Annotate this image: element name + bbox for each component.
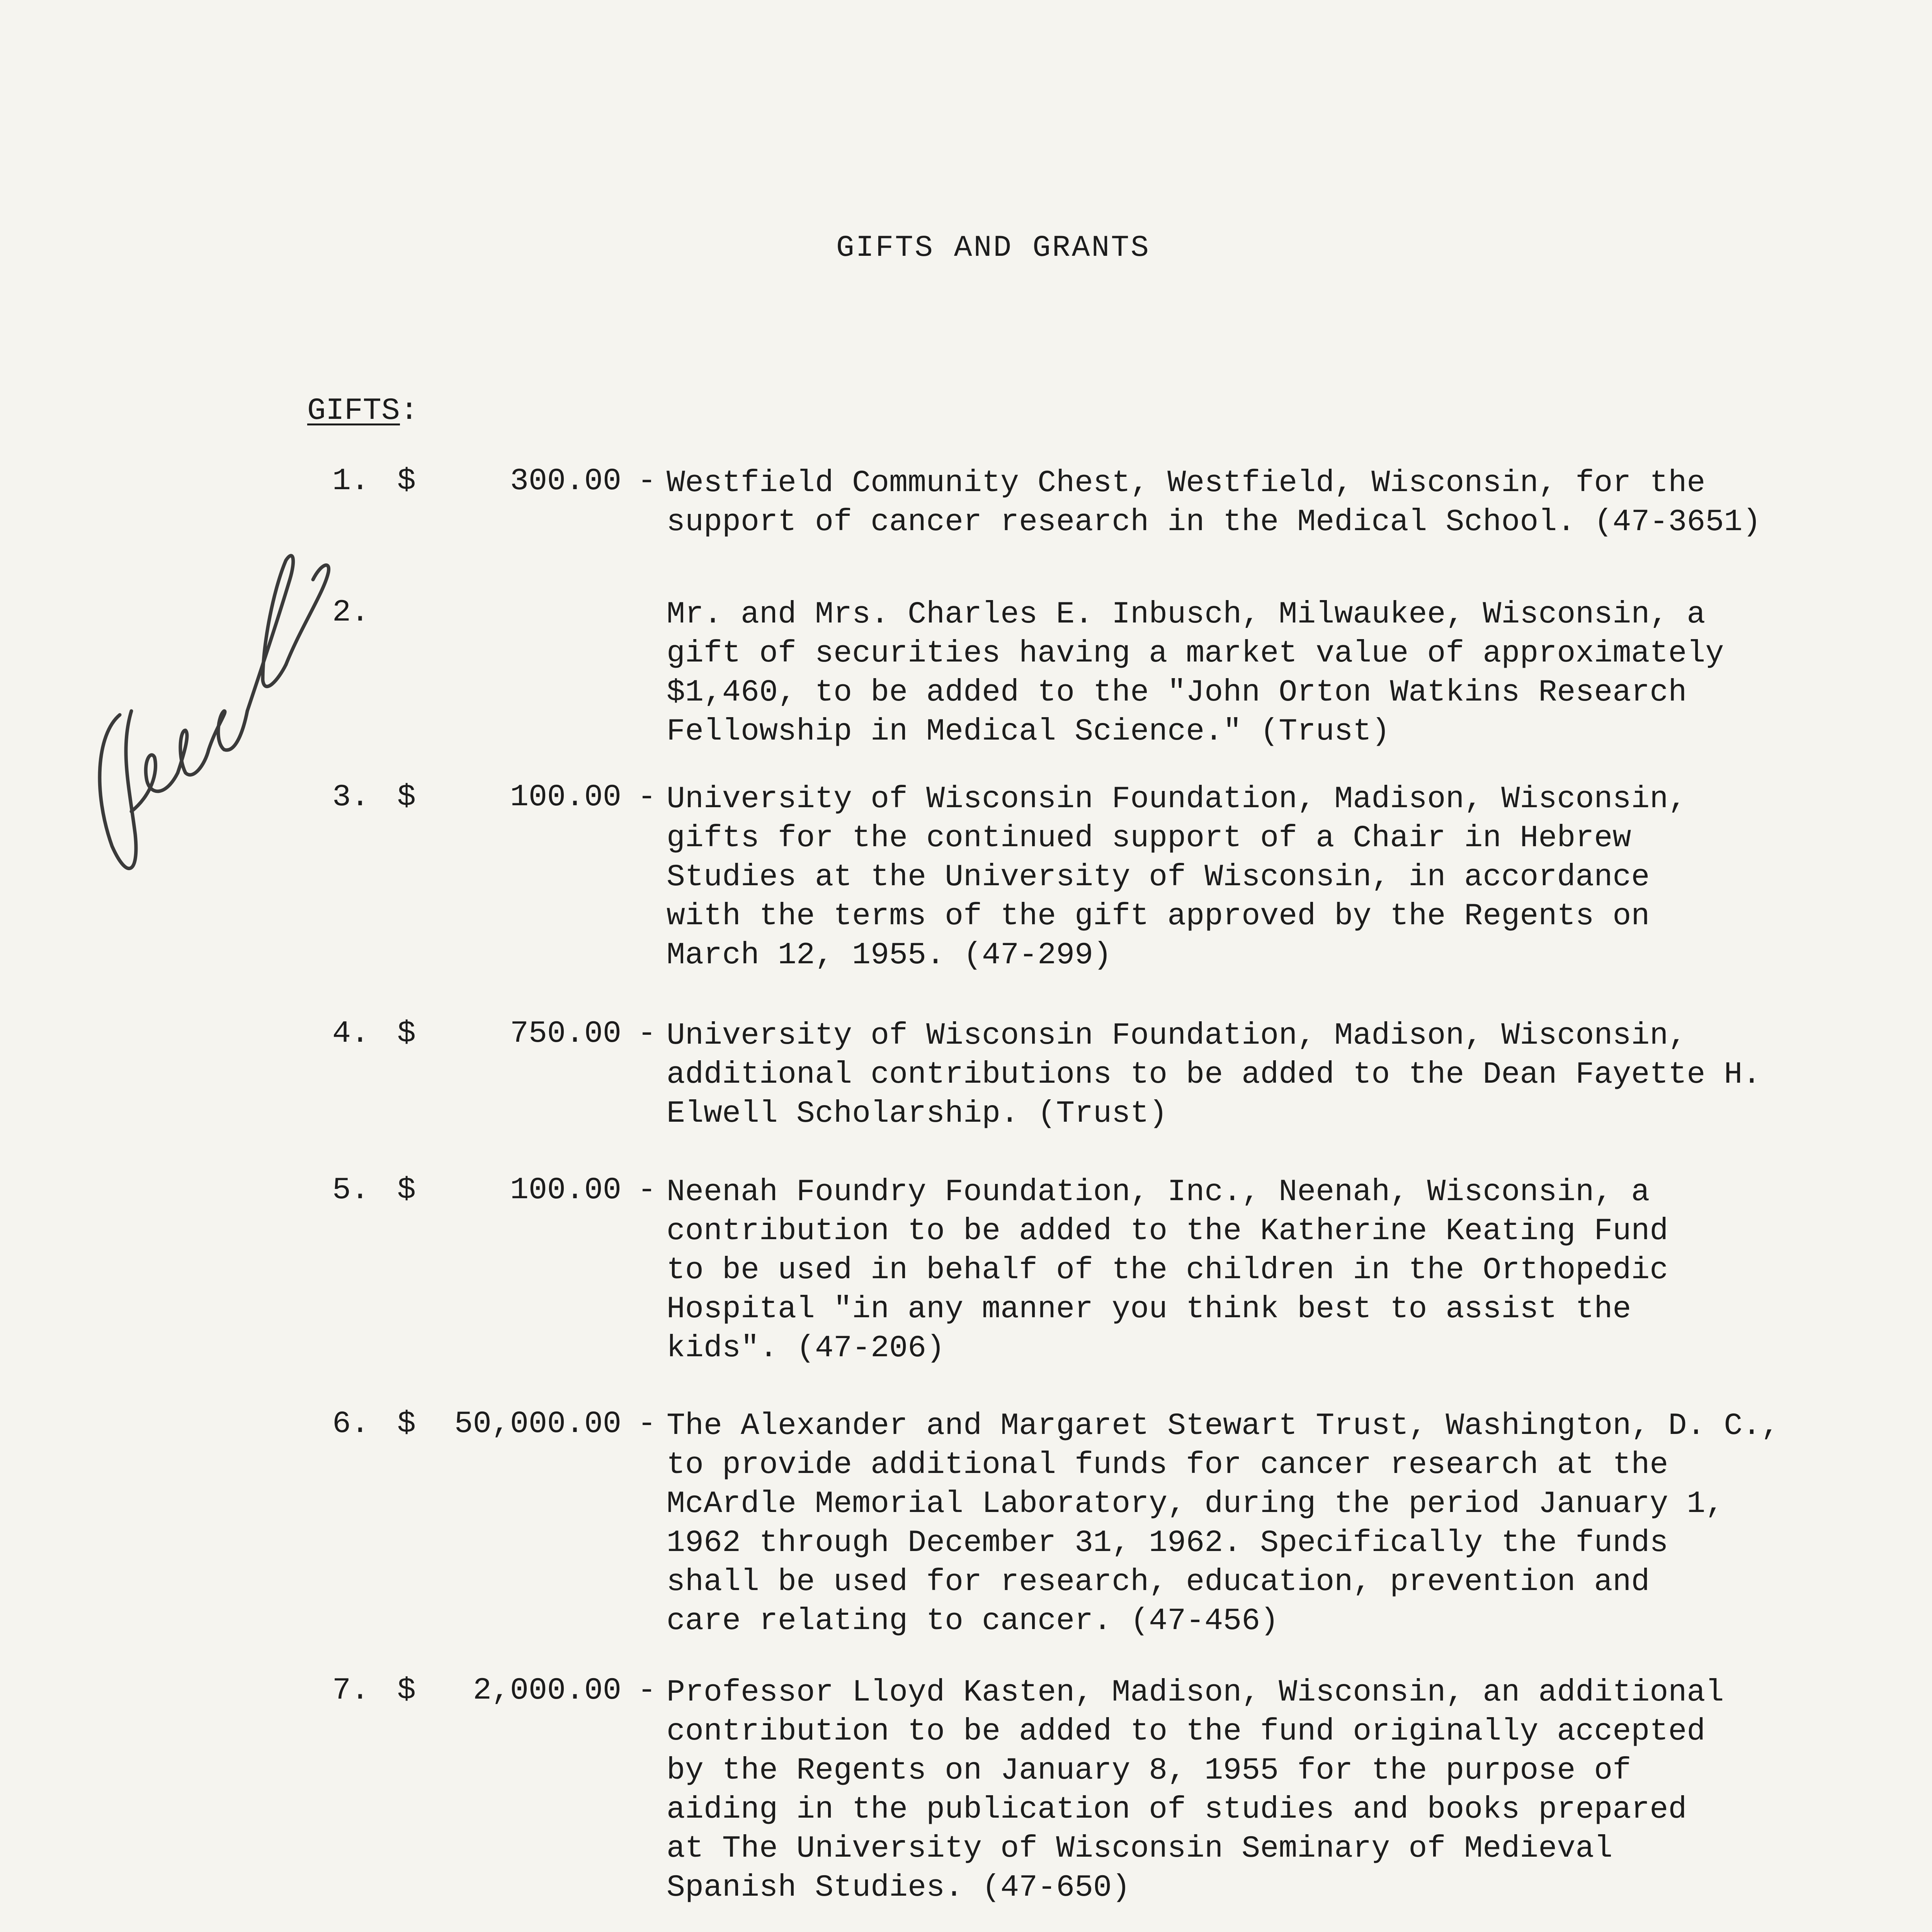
entry-dash: - [638,1406,656,1442]
dollar-sign: $ [397,1173,416,1208]
description-line: aiding in the publication of studies and books prepared [667,1792,1687,1827]
description-line: contribution to be added to the fund originally accepted [667,1714,1706,1749]
dollar-sign: $ [397,1673,416,1708]
entry-amount: 300.00 [510,464,621,499]
description-line: Elwell Scholarship. (Trust) [667,1096,1168,1131]
description-line: gifts for the continued support of a Chair in Hebrew [667,821,1631,856]
description-line: with the terms of the gift approved by the Regents on [667,899,1650,934]
entry-description [667,464,1761,542]
description-line: 1962 through December 31, 1962. Specifically the funds [667,1526,1668,1561]
entry-description [667,1173,1668,1368]
entry-amount: 100.00 [510,1173,621,1208]
entry-dash: - [638,464,656,499]
entry-dash: - [638,1673,656,1708]
entry-number: 7. [332,1673,370,1708]
description-line: McArdle Memorial Laboratory, during the period January 1, [667,1486,1724,1522]
description-line: care relating to cancer. (47-456) [667,1604,1279,1639]
entry-dash: - [638,780,656,815]
description-line: Professor Lloyd Kasten, Madison, Wisconsin, an additional [667,1675,1724,1710]
entry-amount: 2,000.00 [473,1673,621,1708]
description-line: shall be used for research, education, prevention and [667,1565,1650,1600]
description-line: Hospital "in any manner you think best to assist the [667,1292,1631,1327]
description-line: at The University of Wisconsin Seminary of Medieval [667,1831,1613,1866]
entry-number: 5. [332,1173,370,1208]
description-line: Westfield Community Chest, Westfield, Wisconsin, for the [667,466,1706,501]
entry-description [667,1016,1761,1133]
dollar-sign: $ [397,1406,416,1442]
description-line: kids". (47-206) [667,1331,945,1366]
dollar-sign: $ [397,1016,416,1051]
entry-number: 6. [332,1406,370,1442]
entry-number: 3. [332,780,370,815]
handwritten-signature [62,464,332,927]
entry-description [667,780,1687,975]
description-line: Spanish Studies. (47-650) [667,1870,1131,1905]
dollar-sign: $ [397,464,416,499]
description-line: to be used in behalf of the children in the Orthopedic [667,1253,1668,1288]
entry-description [667,1673,1724,1907]
description-line: to provide additional funds for cancer research at the [667,1447,1668,1483]
description-line: by the Regents on January 8, 1955 for the purpose of [667,1753,1631,1788]
entry-amount: 50,000.00 [454,1406,621,1442]
description-line: gift of securities having a market value of approximately [667,636,1724,671]
entry-number: 4. [332,1016,370,1051]
description-line: contribution to be added to the Katherine Keating Fund [667,1214,1668,1249]
description-line: Neenah Foundry Foundation, Inc., Neenah, Wisconsin, a [667,1175,1650,1210]
description-line: University of Wisconsin Foundation, Madison, Wisconsin, [667,1018,1687,1053]
entry-description [667,1406,1779,1641]
entry-description [667,595,1724,751]
description-line: $1,460, to be added to the "John Orton Watkins Research [667,675,1687,710]
entry-amount: 100.00 [510,780,621,815]
entry-number: 2. [332,595,370,630]
entry-amount: 750.00 [510,1016,621,1051]
gifts-heading [307,393,418,429]
entry-number: 1. [332,464,370,499]
entry-dash: - [638,1173,656,1208]
description-line: support of cancer research in the Medical School. (47-3651) [667,505,1761,540]
description-line: University of Wisconsin Foundation, Madison, Wisconsin, [667,782,1687,817]
gifts-heading-label: GIFTS [307,393,400,429]
description-line: Fellowship in Medical Science." (Trust) [667,714,1390,749]
document-title: GIFTS AND GRANTS [836,231,1150,265]
description-line: additional contributions to be added to the Dean Fayette H. [667,1057,1761,1092]
description-line: The Alexander and Margaret Stewart Trust, Washington, D. C., [667,1408,1780,1444]
gifts-heading-colon: : [400,393,419,429]
dollar-sign: $ [397,780,416,815]
description-line: March 12, 1955. (47-299) [667,938,1112,973]
description-line: Studies at the University of Wisconsin, in accordance [667,860,1650,895]
description-line: Mr. and Mrs. Charles E. Inbusch, Milwaukee, Wisconsin, a [667,597,1706,632]
entry-dash: - [638,1016,656,1051]
